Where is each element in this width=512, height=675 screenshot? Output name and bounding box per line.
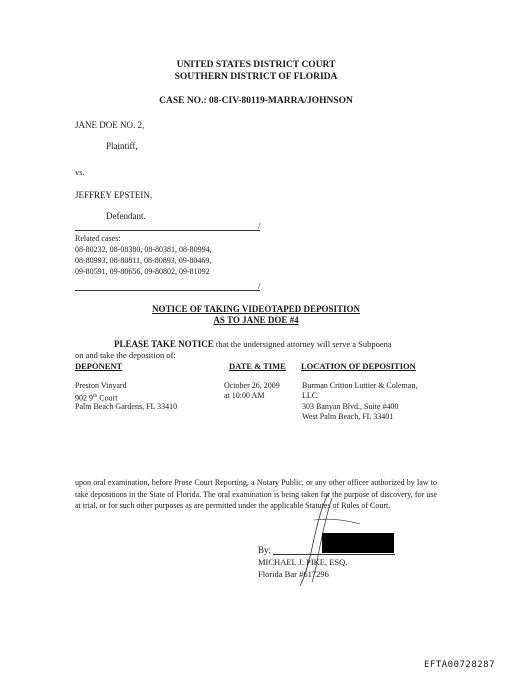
notice-intro-line2: on and take the deposition of:: [75, 350, 176, 360]
notice-intro-rest: that the undersigned attorney will serve a Subpoena: [213, 339, 392, 349]
case-number: CASE NO.: 08-CIV-80119-MARRA/JOHNSON: [159, 96, 353, 106]
related-cases-label: Related cases:: [75, 234, 121, 243]
deponent-street-name: Court: [97, 393, 118, 403]
attorney-bar-number: Florida Bar #617296: [258, 569, 329, 579]
deponent-city: Palm Beach Gardens, FL 33410: [75, 402, 178, 411]
bates-number: EFTA00728287: [424, 660, 496, 670]
table-header-date-time: DATE & TIME: [229, 361, 286, 371]
notice-intro: [114, 339, 392, 349]
related-cases-line: 08-80993, 08-80811, 08-80893, 09-80469,: [75, 256, 212, 265]
plaintiff-name: JANE DOE NO. 2,: [75, 120, 145, 130]
location-street: 303 Banyan Blvd., Suite #400: [302, 402, 399, 411]
location-firm: Burman Critton Luttier & Coleman,: [302, 381, 418, 390]
notice-title-line2: AS TO JANE DOE #4: [213, 315, 299, 325]
body-paragraph: upon oral examination, before Prose Court Reporting, a Notary Public, or any other officer authorized by law to take depositions in the State of Florida. The oral examination is being taken for the purpose of discovery, for use at trial, or for such other purposes as are permitted under the applicable Statutes of Rules of Court.: [75, 478, 437, 510]
court-name-line2: SOUTHERN DISTRICT OF FLORIDA: [174, 72, 338, 82]
deponent-street-suffix: th: [93, 393, 98, 399]
table-header-location: LOCATION OF DEPOSITION: [301, 361, 416, 371]
defendant-name: JEFFREY EPSTEIN,: [75, 190, 153, 200]
signature-line: [273, 554, 395, 555]
signature-by-label: By:: [258, 545, 272, 555]
caption-divider-1: [75, 230, 260, 231]
table-header-deponent: DEPONENT: [75, 361, 123, 371]
notice-intro-bold: PLEASE TAKE NOTICE: [114, 339, 214, 349]
caption-divider-2: [75, 290, 260, 291]
caption-slash-1: /: [258, 221, 261, 231]
deposition-time: at 10:00 AM: [224, 391, 265, 400]
related-cases-line: 09-80591, 09-80656, 09-80802, 09-81092: [75, 267, 210, 276]
signature-redaction: [322, 533, 394, 553]
related-cases-line: 08-80232, 08-08380, 08-80381, 08-80994,: [75, 245, 212, 254]
defendant-role: Defendant.: [106, 211, 146, 221]
attorney-name: MICHAEL J. PIKE, ESQ.: [258, 557, 348, 567]
versus-label: vs.: [75, 167, 85, 177]
notice-title-line1: NOTICE OF TAKING VIDEOTAPED DEPOSITION: [151, 304, 361, 314]
plaintiff-role: Plaintiff,: [106, 141, 138, 151]
location-firm-suffix: LLC: [302, 391, 318, 400]
location-city: West Palm Beach, FL 33401: [302, 412, 394, 421]
deposition-date: October 26, 2009: [224, 381, 280, 390]
deponent-name: Preston Vinyard: [75, 381, 127, 390]
caption-slash-2: /: [258, 281, 261, 291]
deponent-street-number: 902 9: [75, 393, 93, 403]
court-name-line1: UNITED STATES DISTRICT COURT: [176, 60, 336, 70]
